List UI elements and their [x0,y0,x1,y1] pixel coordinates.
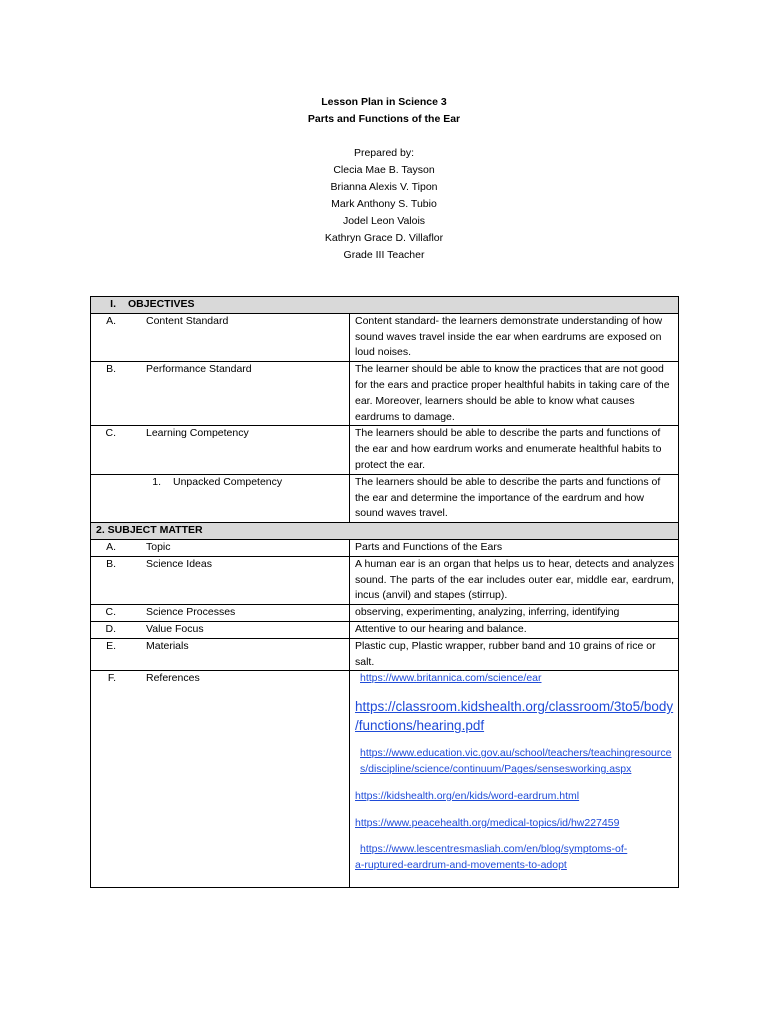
row-label: References [146,672,200,685]
row-value: The learners should be able to describe the parts and functions of the ear and determine the importance of the eardrum and how sound waves travel. [350,474,679,522]
document-header [0,94,768,264]
row-label: Science Processes [146,606,236,619]
document-title: Lesson Plan in Science 3 [321,96,447,108]
row-index: C. [105,427,116,440]
row-value: Parts and Functions of the Ears [350,539,679,556]
references-row [91,671,679,888]
author-name: Jodel Leon Valois [342,215,426,227]
reference-link[interactable]: https://kidshealth.org/en/kids/word-eardrum.html [355,789,580,802]
row-label: Learning Competency [146,427,249,440]
row-index: B. [106,363,116,376]
row-value: Plastic cup, Plastic wrapper, rubber band and 10 grains of rice or salt. [350,638,679,671]
row-index: A. [106,314,116,327]
subject-matter-section-header [91,523,679,540]
reference-link[interactable]: https://www.education.vic.gov.au/school/teachers/teachingresources/discipline/science/continuum/Pages/sensesworking.aspx [360,747,672,775]
author-name: Kathryn Grace D. Villaflor [324,232,444,244]
row-index: E. [106,639,116,652]
row-value: observing, experimenting, analyzing, inferring, identifying [350,605,679,622]
row-index: B. [106,557,116,570]
reference-link-line: https://www.lescentresmasliah.com/en/blog/symptoms-of- [360,843,628,856]
lesson-plan-table [90,296,679,888]
reference-link[interactable] [355,842,674,874]
row-value: The learner should be able to know the practices that are not good for the ears and practice proper healthful habits in taking care of the ear. Moreover, learners should be able to know what causes eardrums to damage. [350,362,679,426]
prepared-by-label: Prepared by: [353,147,415,159]
table-row [91,474,679,522]
row-index: C. [105,606,116,619]
author-role: Grade III Teacher [343,249,425,261]
section-title: OBJECTIVES [128,298,195,310]
row-value: Content standard- the learners demonstrate understanding of how sound waves travel inside the ear when eardrums are exposed on loud noises. [350,313,679,361]
document-subtitle: Parts and Functions of the Ear [307,113,461,125]
table-row [91,362,679,426]
objectives-section-header [91,297,679,314]
row-label: Value Focus [146,622,204,635]
author-name: Clecia Mae B. Tayson [333,164,435,176]
table-row [91,638,679,671]
table-row [91,539,679,556]
author-name: Brianna Alexis V. Tipon [330,181,438,193]
references-list [350,671,679,888]
reference-link[interactable]: https://classroom.kidshealth.org/classroom/3to5/body/functions/hearing.pdf [355,699,674,734]
row-value: A human ear is an organ that helps us to hear, detects and analyzes sound. The parts of the ear includes outer ear, middle ear, eardrum, incus (anvil) and stapes (stirrup). [350,556,679,604]
author-name: Mark Anthony S. Tubio [331,198,437,210]
row-index: F. [107,672,116,685]
reference-link-line: a-ruptured-eardrum-and-movements-to-adopt [355,859,567,872]
row-index: D. [105,622,116,635]
row-value: The learners should be able to describe the parts and functions of the ear and how eardrum works and enumerate healthful habits to protect the ear. [350,426,679,474]
row-label: Content Standard [146,314,229,327]
table-row [91,621,679,638]
row-label: Science Ideas [146,557,212,570]
row-label: Unpacked Competency [173,475,283,488]
row-index: 1. [152,475,161,488]
row-label: Performance Standard [146,363,252,376]
section-number: I. [110,298,116,310]
table-row [91,426,679,474]
table-row [91,556,679,604]
reference-link[interactable]: https://www.britannica.com/science/ear [360,672,542,685]
row-value: Attentive to our hearing and balance. [350,621,679,638]
reference-link[interactable]: https://www.peacehealth.org/medical-topics/id/hw227459 [355,816,620,829]
section-title: 2. SUBJECT MATTER [91,523,679,540]
row-label: Materials [146,639,189,652]
table-row [91,313,679,361]
table-row [91,605,679,622]
row-index: A. [106,540,116,553]
row-label: Topic [146,540,171,553]
